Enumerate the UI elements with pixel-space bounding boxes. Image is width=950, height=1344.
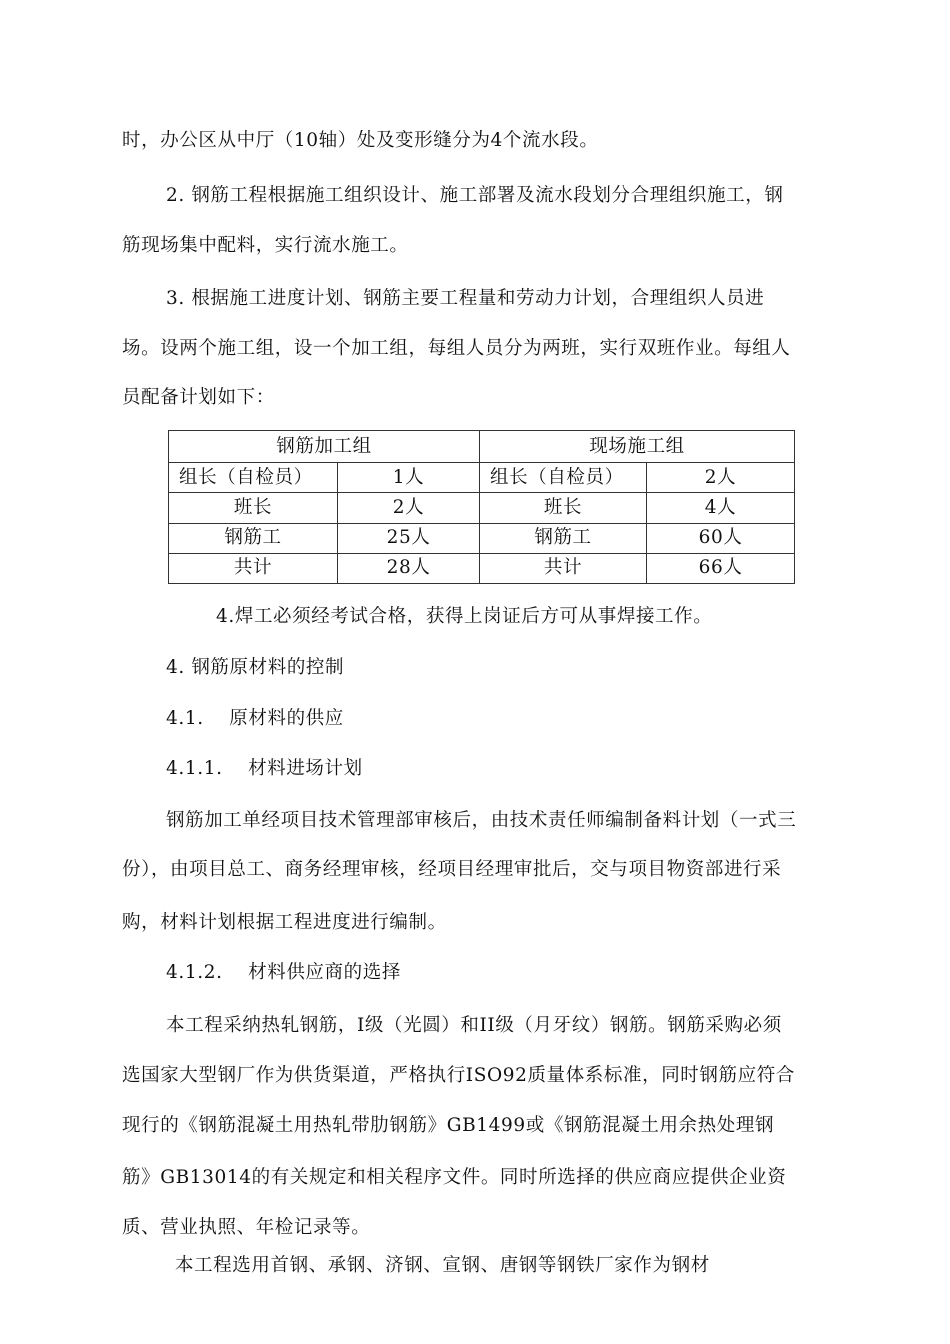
- table-header-processing-group: 钢筋加工组: [169, 431, 480, 463]
- table-cell: 钢筋工: [169, 523, 338, 553]
- paragraph-line-10: 购，材料计划根据工程进度进行编制。: [122, 912, 447, 933]
- section-heading-4-1-2: 4.1.2. 材料供应商的选择: [166, 962, 401, 983]
- table-cell: 66人: [647, 553, 795, 583]
- table-cell: 25人: [338, 523, 480, 553]
- table-cell: 1人: [338, 463, 480, 493]
- paragraph-line-4: 3. 根据施工进度计划、钢筋主要工程量和劳动力计划，合理组织人员进: [166, 288, 765, 309]
- table-cell: 组长（自检员）: [480, 463, 647, 493]
- table-cell: 共计: [480, 553, 647, 583]
- paragraph-line-5: 场。设两个施工组，设一个加工组，每组人员分为两班，实行双班作业。每组人: [122, 338, 791, 359]
- table-cell: 28人: [338, 553, 480, 583]
- section-heading-4: 4. 钢筋原材料的控制: [166, 657, 345, 678]
- paragraph-line-9: 份），由项目总工、商务经理审核，经项目经理审批后，交与项目物资部进行采: [122, 859, 782, 880]
- table-header-site-group: 现场施工组: [480, 431, 795, 463]
- paragraph-line-11: 本工程采纳热轧钢筋，I级（光圆）和II级（月牙纹）钢筋。钢筋采购必须: [166, 1015, 782, 1036]
- table-cell: 2人: [338, 493, 480, 523]
- paragraph-line-7: 4.焊工必须经考试合格，获得上岗证后方可从事焊接工作。: [216, 606, 713, 627]
- table-cell: 共计: [169, 553, 338, 583]
- paragraph-line-15: 质、营业执照、年检记录等。: [122, 1217, 371, 1238]
- paragraph-line-2: 2. 钢筋工程根据施工组织设计、施工部署及流水段划分合理组织施工，钢: [166, 185, 784, 206]
- table-row: [169, 463, 795, 493]
- paragraph-line-16: 本工程选用首钢、承钢、济钢、宣钢、唐钢等钢铁厂家作为钢材: [175, 1255, 710, 1276]
- table-cell: 班长: [480, 493, 647, 523]
- section-heading-4-1-1: 4.1.1. 材料进场计划: [166, 758, 363, 779]
- table-cell: 班长: [169, 493, 338, 523]
- paragraph-line-1: 时，办公区从中厅（10轴）处及变形缝分为4个流水段。: [122, 130, 599, 151]
- paragraph-line-12: 选国家大型钢厂作为供货渠道，严格执行ISO92质量体系标准，同时钢筋应符合: [122, 1065, 795, 1086]
- table-cell: 4人: [647, 493, 795, 523]
- paragraph-line-6: 员配备计划如下：: [122, 387, 275, 408]
- staffing-table: [168, 430, 795, 584]
- table-row: [169, 553, 795, 583]
- paragraph-line-8: 钢筋加工单经项目技术管理部审核后，由技术责任师编制备料计划（一式三: [166, 810, 797, 831]
- table-row: [169, 493, 795, 523]
- table-cell: 钢筋工: [480, 523, 647, 553]
- paragraph-line-13: 现行的《钢筋混凝土用热轧带肋钢筋》GB1499或《钢筋混凝土用余热处理钢: [122, 1115, 775, 1136]
- table-cell: 2人: [647, 463, 795, 493]
- section-heading-4-1: 4.1. 原材料的供应: [166, 708, 344, 729]
- table-cell: 60人: [647, 523, 795, 553]
- table-row: [169, 523, 795, 553]
- paragraph-line-14: 筋》GB13014的有关规定和相关程序文件。同时所选择的供应商应提供企业资: [122, 1167, 787, 1188]
- table-header-row: [169, 431, 795, 463]
- table-cell: 组长（自检员）: [169, 463, 338, 493]
- paragraph-line-3: 筋现场集中配料，实行流水施工。: [122, 235, 409, 256]
